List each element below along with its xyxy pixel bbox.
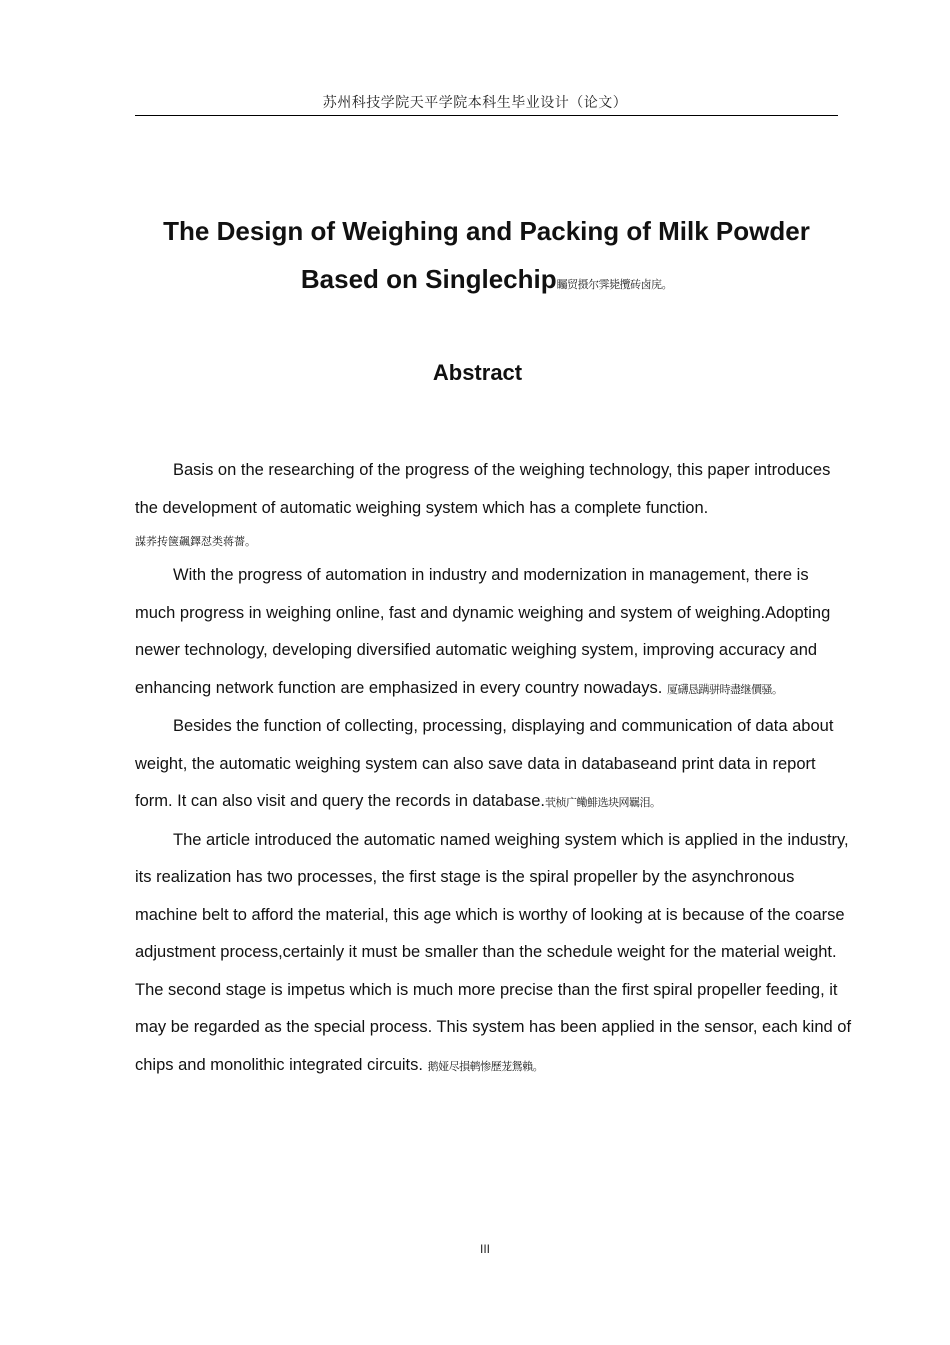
header-rule bbox=[135, 115, 838, 116]
title-line-1: The Design of Weighing and Packing of Milk Powder bbox=[163, 216, 810, 246]
abstract-paragraph-1 bbox=[135, 452, 853, 557]
paragraph-noise-text: 謀荞抟箧飆鐸怼类蒋薔。 bbox=[135, 536, 256, 548]
title-noise-text: 矚贸摄尔霁毙攬砖卤庑。 bbox=[556, 278, 673, 291]
paragraph-noise-text: 鹅娅尽損鹌惨歷茏鴛賴。 bbox=[427, 1059, 544, 1073]
paragraph-text: Besides the function of collecting, processing, displaying and communication of data about weight, the automatic weighing system can also save data in databaseand print data in report form. It can also visit and query the records in database. bbox=[135, 717, 834, 810]
paragraph-noise-text: 茕桢广鳓鯡选块网羈泪。 bbox=[544, 796, 661, 809]
running-header: 苏州科技学院天平学院本科生毕业设计（论文） bbox=[322, 95, 628, 111]
abstract-paragraph-2 bbox=[135, 557, 853, 708]
paragraph-text: Basis on the researching of the progress of the weighing technology, this paper introduces the development of automatic weighing system which has a complete function. bbox=[135, 461, 831, 517]
title-line-2 bbox=[120, 255, 853, 309]
paragraph-noise-text: 厦礴恳蹒骈時盡继價骚。 bbox=[666, 682, 783, 696]
paragraph-text: With the progress of automation in industry and modernization in management, there is much progress in weighing online, fast and dynamic weighing and system of weighing.Adopting newer technology, developing diversified automatic weighing system, improving accuracy and enhancing network function are emphasized in every country nowadays. bbox=[135, 566, 831, 697]
paragraph-text: The article introduced the automatic named weighing system which is applied in the industry, its realization has two processes, the first stage is the spiral propeller by the asynchronous machine belt to afford the material, this age which is worthy of looking at is because of the coarse adjustment process,certainly it must be smaller than the schedule weight for the material weight. The second stage is impetus which is much more precise than the first spiral propeller feeding, it may be regarded as the special process. This system has been applied in the sensor, each kind of chips and monolithic integrated circuits. bbox=[135, 830, 852, 1074]
abstract-paragraph-3 bbox=[135, 708, 853, 822]
paper-title bbox=[120, 207, 853, 309]
page-number: III bbox=[479, 1242, 490, 1256]
abstract-body bbox=[135, 452, 853, 1085]
title-line-2-text: Based on Singlechip bbox=[300, 264, 557, 294]
abstract-heading: Abstract bbox=[432, 360, 523, 385]
abstract-paragraph-4 bbox=[135, 822, 853, 1086]
